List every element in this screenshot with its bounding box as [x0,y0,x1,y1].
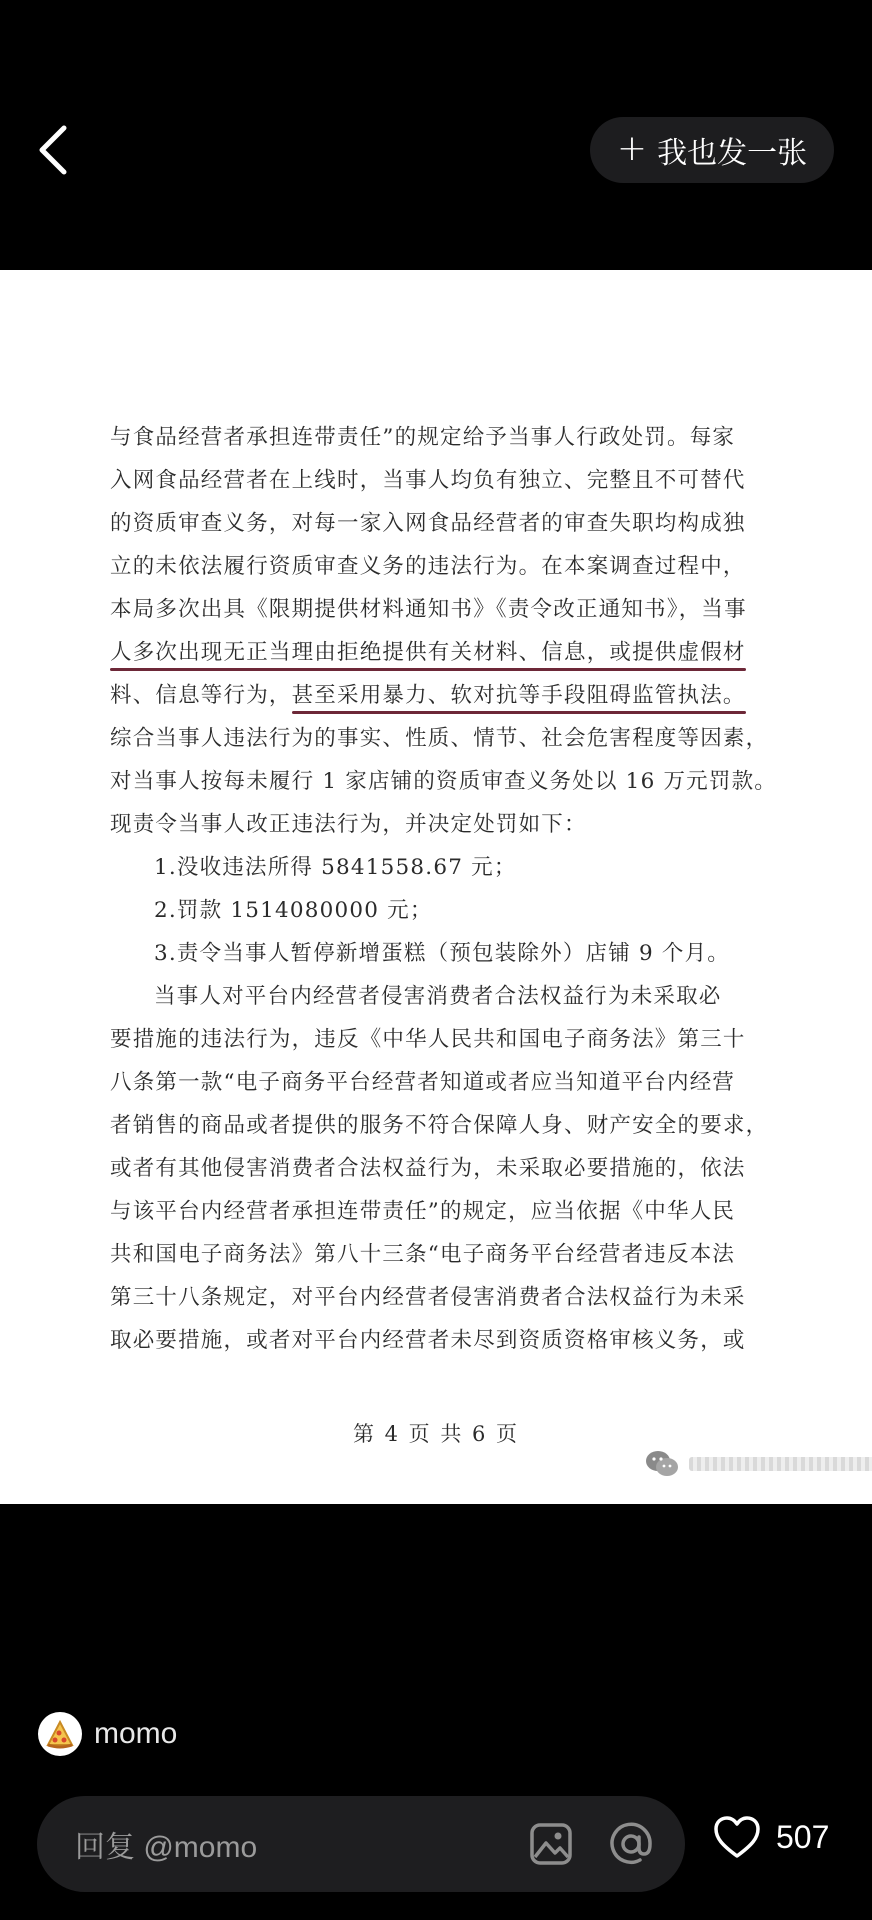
at-icon [608,1821,654,1867]
author-info[interactable] [38,1712,177,1756]
reply-input[interactable] [37,1796,685,1892]
penalty-item: 2.罚款 1514080000 元； [154,898,433,923]
page-number: 第 4 页 共 6 页 [352,1422,520,1446]
doc-line: 对当事人按每未履行 1 家店铺的资质审查义务处以 16 万元罚款。 [110,769,777,794]
doc-line: 现责令当事人改正违法行为，并决定处罚如下： [110,812,587,837]
doc-line: 入网食品经营者在上线时，当事人均负有独立、完整且不可替代 [110,468,746,493]
doc-line: 取必要措施，或者对平台内经营者未尽到资质资格审核义务，或 [110,1328,746,1353]
watermark [645,1450,872,1478]
underlined-text: 甚至采用暴力、软对抗等手段阻碍监管执法。 [292,674,746,717]
underlined-text: 人多次出现无正当理由拒绝提供有关材料、信息，或提供虚假材 [110,631,746,674]
doc-line: 综合当事人违法行为的事实、性质、情节、社会危害程度等因素， [110,726,769,751]
doc-line: 本局多次出具《限期提供材料通知书》《责令改正通知书》，当事 [110,597,747,622]
penalty-item: 3.责令当事人暂停新增蛋糕（预包装除外）店铺 9 个月。 [154,941,730,966]
plus-icon: + [616,128,648,169]
doc-line: 当事人对平台内经营者侵害消费者合法权益行为未采取必 [154,984,722,1009]
post-too-label: 我也发一张 [657,136,808,171]
doc-line: 者销售的商品或者提供的服务不符合保障人身、财产安全的要求， [110,1113,769,1138]
author-name[interactable]: momo [94,1717,178,1750]
watermark-text-blur [689,1457,872,1471]
doc-line [110,674,770,717]
top-bar [0,0,872,270]
like-button[interactable] [712,1814,829,1860]
wechat-icon [645,1450,679,1478]
post-too-button[interactable] [590,117,834,183]
doc-line: 或者有其他侵害消费者合法权益行为，未采取必要措施的，依法 [110,1156,746,1181]
pizza-icon [45,1719,75,1749]
document-image [0,270,872,1504]
doc-line: 的资质审查义务，对每一家入网食品经营者的审查失职均构成独 [110,511,746,536]
doc-line: 与该平台内经营者承担连带责任”的规定，应当依据《中华人民 [110,1199,736,1224]
mention-button[interactable] [605,1818,657,1870]
image-icon [528,1821,574,1867]
penalty-item: 1.没收违法所得 5841558.67 元； [154,855,517,880]
doc-text: 料、信息等行为， [110,683,292,708]
document-text [110,416,777,1362]
image-button[interactable] [525,1818,577,1870]
doc-line: 立的未依法履行资质审查义务的违法行为。在本案调查过程中， [110,554,746,579]
doc-line: 共和国电子商务法》第八十三条“电子商务平台经营者违反本法 [110,1242,736,1267]
heart-icon [712,1814,762,1860]
doc-line: 第三十八条规定，对平台内经营者侵害消费者合法权益行为未采 [110,1285,746,1310]
chevron-left-icon [30,118,78,182]
doc-line: 要措施的违法行为，违反《中华人民共和国电子商务法》第三十 [110,1027,746,1052]
like-count: 507 [776,1818,830,1855]
doc-line: 与食品经营者承担连带责任”的规定给予当事人行政处罚。每家 [110,425,736,450]
doc-line [110,631,770,674]
reply-placeholder[interactable]: 回复 @momo [75,1831,258,1864]
back-button[interactable] [30,118,78,182]
doc-line: 八条第一款“电子商务平台经营者知道或者应当知道平台内经营 [110,1070,736,1095]
avatar[interactable] [38,1712,82,1756]
